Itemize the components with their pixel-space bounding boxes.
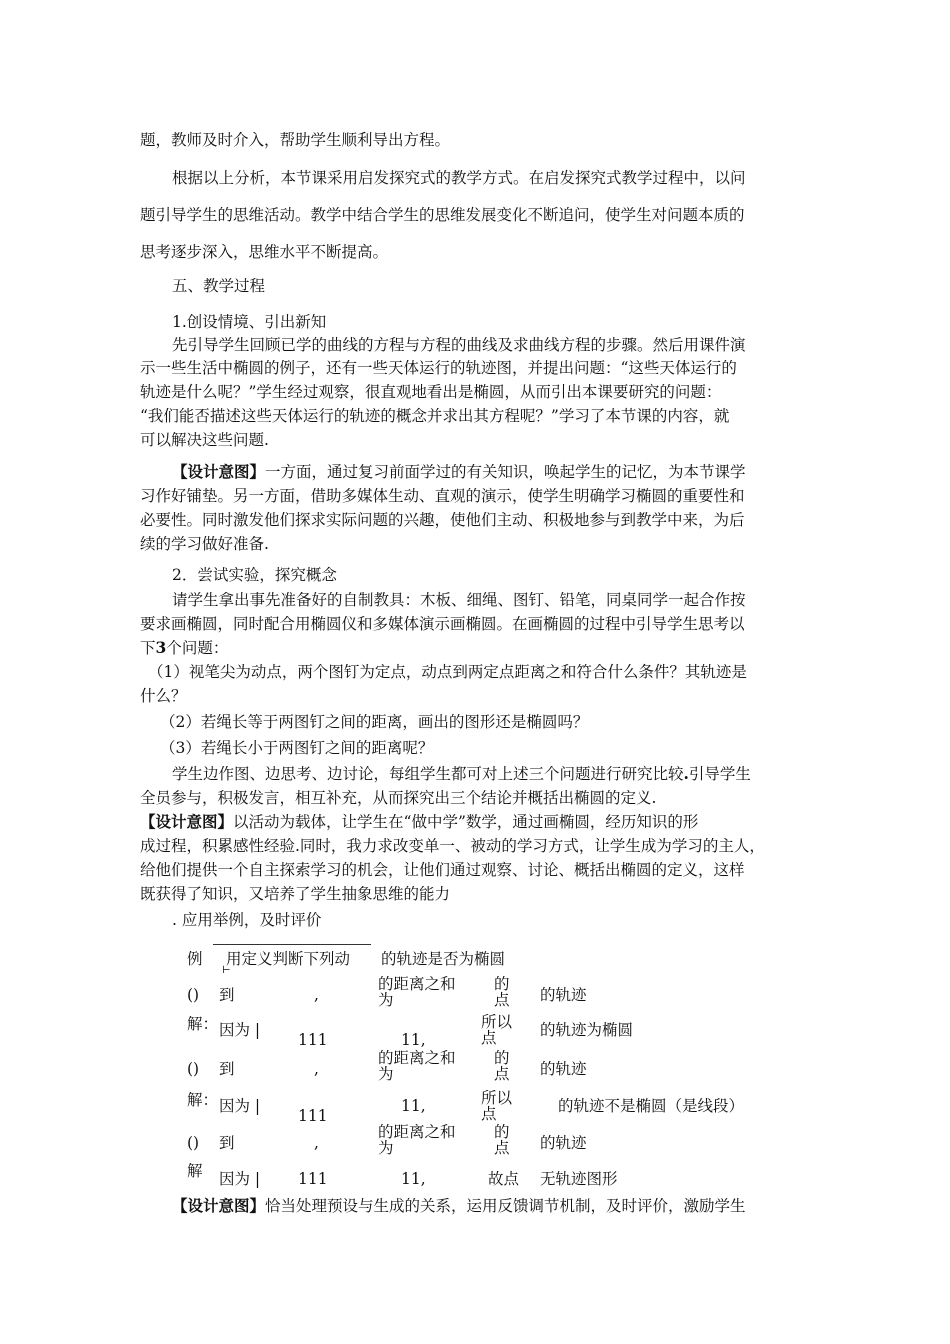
design-intent-paragraph xyxy=(172,462,746,482)
text-line: 习作好铺垫。另一方面，借助多媒体生动、直观的演示，使学生明确学习椭圆的重要性和 xyxy=(140,487,745,505)
text-line: 思考逐步深入，思维水平不断提高。 xyxy=(140,243,389,261)
text-line: 根据以上分析，本节课采用启发探究式的教学方式。在启发探究式教学过程中，以问 xyxy=(172,169,746,187)
item-text: , xyxy=(314,986,319,1004)
text-line: 成过程，积累感性经验.同时，我力求改变单一、被动的学习方式，让学生成为学习的主人， xyxy=(140,837,765,855)
item-number: () xyxy=(187,1060,200,1078)
question-item: （1）视笔尖为动点，两个图钉为定点，动点到两定点距离之和符合什么条件？其轨迹是 xyxy=(148,663,747,681)
text-span: 引导学生 xyxy=(688,765,751,783)
item-text: 到 xyxy=(219,986,235,1004)
item-number: () xyxy=(187,986,200,1004)
solution-value: 11, xyxy=(401,1170,426,1188)
item-text: 的距离之和为 xyxy=(378,1123,456,1157)
item-text: 到 xyxy=(219,1134,235,1152)
design-intent-paragraph xyxy=(140,812,698,832)
solution-label: 解： xyxy=(187,1015,219,1033)
item-text: , xyxy=(314,1134,319,1152)
subsection-heading: . 应用举例，及时评价 xyxy=(172,911,322,929)
solution-value: 11, xyxy=(401,1031,426,1049)
design-intent-tag: 【设计意图】 xyxy=(140,812,234,831)
number: 3 xyxy=(155,638,167,657)
design-intent-paragraph xyxy=(172,1196,746,1216)
text-line: “我们能否描述这些天体运行的轨迹的概念并求出其方程呢？”学习了本节课的内容，就 xyxy=(140,407,730,425)
design-intent-tag: 【设计意图】 xyxy=(172,462,266,481)
item-number: () xyxy=(187,1134,200,1152)
solution-label: 解 xyxy=(187,1162,203,1180)
text-span: 下 xyxy=(140,639,156,657)
item-text: 的距离之和为 xyxy=(378,975,456,1009)
solution-label: 解： xyxy=(187,1091,219,1109)
tick-mark: ⊢ xyxy=(222,965,231,976)
question-item: （2）若绳长等于两图钉之间的距离，画出的图形还是椭圆吗？ xyxy=(160,713,589,731)
underline-rule xyxy=(213,944,371,945)
text-line: 全员参与，积极发言，相互补充，从而探究出三个结论并概括出椭圆的定义. xyxy=(140,789,657,807)
text-line xyxy=(172,764,751,784)
text-span: 个问题： xyxy=(166,639,229,657)
text-line: 题引导学生的思维活动。教学中结合学生的思维发展变化不断追问，使学生对问题本质的 xyxy=(140,206,745,224)
item-text: 的点 xyxy=(494,975,510,1009)
example-suffix: 的轨迹是否为椭圆 xyxy=(381,950,506,968)
text-line: 续的学习做好准备. xyxy=(140,535,269,553)
solution-value: 11, xyxy=(401,1097,426,1115)
text-span: 一方面，通过复习前面学过的有关知识，唤起学生的记忆，为本节课学 xyxy=(265,463,746,481)
solution-value: 111 xyxy=(298,1031,328,1049)
solution-result: 无轨迹图形 xyxy=(540,1170,618,1188)
solution-text: 故点 xyxy=(488,1170,520,1188)
text-span: 恰当处理预设与生成的关系，运用反馈调节机制，及时评价，激励学生 xyxy=(265,1197,746,1215)
subsection-heading: 1.创设情境、引出新知 xyxy=(172,313,327,331)
solution-text: 因为 | xyxy=(219,1170,261,1188)
item-result: 的轨迹 xyxy=(540,986,587,1004)
item-result: 的轨迹 xyxy=(540,1134,587,1152)
design-intent-tag: 【设计意图】 xyxy=(172,1196,266,1215)
item-text: , xyxy=(314,1060,319,1078)
item-result: 的轨迹 xyxy=(540,1060,587,1078)
text-line: 必要性。同时激发他们探求实际问题的兴趣，使他们主动、积极地参与到教学中来，为后 xyxy=(140,511,745,529)
text-line: 先引导学生回顾已学的曲线的方程与方程的曲线及求曲线方程的步骤。然后用课件演 xyxy=(172,336,746,354)
text-line: 题，教师及时介入，帮助学生顺利导出方程。 xyxy=(140,131,451,149)
section-heading: 五、教学过程 xyxy=(172,277,266,295)
text-line: 既获得了知识，又培养了学生抽象思维的能力 xyxy=(140,885,451,903)
solution-value: 111 xyxy=(298,1107,328,1125)
text-line: 给他们提供一个自主探索学习的机会，让他们通过观察、讨论、概括出椭圆的定义，这样 xyxy=(140,861,745,879)
text-line: 轨迹是什么呢？”学生经过观察，很直观地看出是椭圆，从而引出本课要研究的问题： xyxy=(140,383,722,401)
text-line xyxy=(140,638,228,658)
period: . xyxy=(683,764,689,783)
example-prompt: 用定义判断下列动 xyxy=(226,950,351,968)
text-line: 可以解决这些问题. xyxy=(140,431,269,449)
text-line: 什么？ xyxy=(140,687,187,705)
solution-text: 所以点 xyxy=(481,1013,513,1047)
item-text: 的距离之和为 xyxy=(378,1049,456,1083)
solution-text: 所以点 xyxy=(481,1089,513,1123)
subsection-heading: 2．尝试实验，探究概念 xyxy=(172,566,337,584)
solution-result: 的轨迹不是椭圆（是线段） xyxy=(558,1097,745,1115)
solution-value: 111 xyxy=(298,1170,328,1188)
solution-text: 因为 | xyxy=(219,1097,261,1115)
item-text: 到 xyxy=(219,1060,235,1078)
text-line: 示一些生活中椭圆的例子，还有一些天体运行的轨迹图，并提出问题：“这些天体运行的 xyxy=(140,359,737,377)
text-span: 学生边作图、边思考、边讨论，每组学生都可对上述三个问题进行研究比较 xyxy=(172,765,684,783)
text-line: 要求画椭圆，同时配合用椭圆仪和多媒体演示画椭圆。在画椭圆的过程中引导学生思考以 xyxy=(140,615,745,633)
text-line: 请学生拿出事先准备好的自制教具：木板、细绳、图钉、铅笔，同桌同学一起合作按 xyxy=(172,591,746,609)
item-text: 的点 xyxy=(494,1049,510,1083)
solution-text: 因为 | xyxy=(219,1021,261,1039)
example-label: 例 xyxy=(187,950,203,968)
text-span: 以活动为载体，让学生在“做中学”数学，通过画椭圆，经历知识的形 xyxy=(233,813,699,831)
question-item: （3）若绳长小于两图钉之间的距离呢？ xyxy=(160,739,434,757)
solution-result: 的轨迹为椭圆 xyxy=(540,1021,634,1039)
item-text: 的点 xyxy=(494,1123,510,1157)
